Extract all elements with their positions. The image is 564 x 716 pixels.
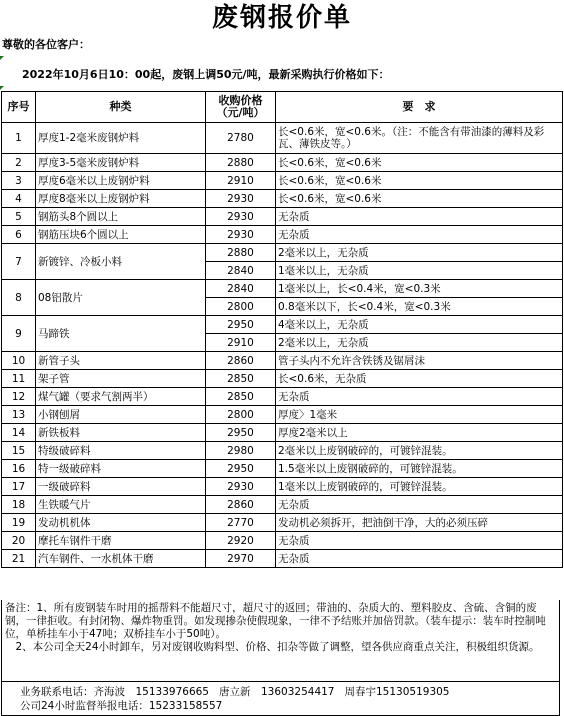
table-row [2,514,563,532]
row-requirement: 1.5毫米以上废钢破碎的，可镀锌混装。 [276,460,563,478]
row-number: 6 [2,226,36,244]
table-row [2,550,563,568]
row-number: 2 [2,154,36,172]
row-type: 生铁暖气片 [36,496,206,514]
row-type: 汽车钢件、一水机体干磨 [36,550,206,568]
row-type: 特级破碎料 [36,442,206,460]
row-type: 08铝散片 [36,280,206,316]
contact-info [1,682,560,716]
row-requirement: 无杂质 [276,388,563,406]
row-type: 小钢刨屑 [36,406,206,424]
header-price-label: 收购价格 [218,94,263,107]
table-header [2,92,563,123]
header-type: 种类 [36,92,206,123]
row-price: 2880 [206,244,276,262]
row-requirement: 长<0.6米，宽<0.6米。（注：不能含有带油漆的薄料及彩瓦、薄铁皮等。） [276,123,563,154]
row-price: 2880 [206,154,276,172]
row-price: 2950 [206,424,276,442]
row-requirement: 厚度2毫米以上 [276,424,563,442]
row-price: 2950 [206,316,276,334]
table-row [2,208,563,226]
header-price-unit: （元/吨） [216,106,265,119]
table-row [2,316,563,334]
row-number: 5 [2,208,36,226]
row-price: 2910 [206,172,276,190]
row-price: 2780 [206,123,276,154]
row-price: 2860 [206,352,276,370]
row-type: 新镀锌、冷板小料 [36,244,206,280]
row-price: 2970 [206,550,276,568]
row-number: 11 [2,370,36,388]
row-number: 17 [2,478,36,496]
row-price: 2930 [206,208,276,226]
table-row [2,190,563,208]
row-requirement: 无杂质 [276,226,563,244]
row-requirement: 0.8毫米以下，长<0.4米，宽<0.3米 [276,298,563,316]
row-price: 2930 [206,226,276,244]
row-number: 4 [2,190,36,208]
row-requirement: 长<0.6米，无杂质 [276,370,563,388]
row-requirement: 1毫米以上，无杂质 [276,262,563,280]
remark-2: 2、本公司全天24小时卸车，另对废钢收购料型、价格、扣杂等做了调整，望各供应商重点关注，积极组织货源。 [5,641,540,653]
row-number: 19 [2,514,36,532]
row-number: 15 [2,442,36,460]
row-price: 2920 [206,532,276,550]
row-number: 18 [2,496,36,514]
row-type: 新管子头 [36,352,206,370]
row-type: 厚度3-5毫米废钢炉料 [36,154,206,172]
row-requirement: 2毫米以上废钢破碎的，可镀锌混装。 [276,442,563,460]
row-requirement: 无杂质 [276,208,563,226]
table-row [2,226,563,244]
row-type: 发动机机体 [36,514,206,532]
row-number: 21 [2,550,36,568]
row-price: 2800 [206,406,276,424]
row-requirement: 长<0.6米，宽<0.6米 [276,154,563,172]
page-title: 废钢报价单 [211,3,352,33]
row-number: 1 [2,123,36,154]
row-type: 钢筋头8个圆以上 [36,208,206,226]
row-requirement: 长<0.6米，宽<0.6米 [276,172,563,190]
row-requirement: 长<0.6米，宽<0.6米 [276,190,563,208]
row-type: 马蹄铁 [36,316,206,352]
row-type: 一级破碎料 [36,478,206,496]
remark-1: 备注：1、所有废钢装车时用的摇帮料不能超尺寸，超尺寸的返回；带油的、杂质大的、塑料胶皮、含硫、含铜的废钢，一律拒收。有封闭物、爆炸物重罚。如发现掺杂使假现象，一律不予结账并加倍罚款。（装车提示：装车时控制吨位，单桥挂车小于47吨；双桥挂车小于50吨）。 [5,602,546,640]
row-type: 厚度6毫米以上废钢炉料 [36,172,206,190]
row-number: 12 [2,388,36,406]
cell-marker-icon [0,56,4,60]
table-row [2,352,563,370]
row-type: 摩托车钢件干磨 [36,532,206,550]
row-number: 3 [2,172,36,190]
table-row [2,172,563,190]
row-requirement: 发动机必须拆开，把油倒干净，大的必须压碎 [276,514,563,532]
row-number: 20 [2,532,36,550]
contact-person-3: 周春宇15130519305 [344,686,450,698]
contact-label: 业务联系电话： [20,686,94,698]
row-price: 2860 [206,496,276,514]
row-requirement: 无杂质 [276,496,563,514]
row-requirement: 管子头内不允许含铁锈及锯屑沫 [276,352,563,370]
row-type: 煤气罐（要求气割两半） [36,388,206,406]
row-price: 2770 [206,514,276,532]
row-price: 2850 [206,388,276,406]
table-row [2,496,563,514]
table-row [2,406,563,424]
row-price: 2980 [206,442,276,460]
table-row [2,123,563,154]
row-price: 2910 [206,334,276,352]
table-row [2,442,563,460]
row-price: 2930 [206,478,276,496]
row-price: 2800 [206,298,276,316]
row-type: 厚度1-2毫米废钢炉料 [36,123,206,154]
row-number: 9 [2,316,36,352]
price-notice: 2022年10月6日10：00起，废钢上调50元/吨，最新采购执行价格如下： [22,68,390,81]
table-row [2,424,563,442]
row-price: 2930 [206,190,276,208]
row-price: 2840 [206,280,276,298]
contact-person-1: 齐海波 15133976665 [93,686,209,698]
contact-person-2: 唐立新 13603254417 [219,686,335,698]
row-requirement: 1毫米以上废钢破碎的，可镀锌混装。 [276,478,563,496]
row-number: 7 [2,244,36,280]
row-type: 特一级破碎料 [36,460,206,478]
row-requirement: 无杂质 [276,550,563,568]
supervise-hotline: 公司24小时监督举报电话：15233158557 [20,700,223,712]
row-number: 14 [2,424,36,442]
header-no: 序号 [2,92,36,123]
header-price [206,92,276,123]
row-number: 13 [2,406,36,424]
table-row [2,154,563,172]
table-row [2,244,563,262]
table-row [2,478,563,496]
row-type: 钢筋压块6个圆以上 [36,226,206,244]
table-row [2,388,563,406]
row-number: 8 [2,280,36,316]
row-requirement: 厚度〉1毫米 [276,406,563,424]
row-requirement: 1毫米以上，长<0.4米，宽<0.3米 [276,280,563,298]
row-requirement: 无杂质 [276,532,563,550]
row-price: 2850 [206,370,276,388]
price-table [1,91,563,568]
remarks [1,600,560,682]
row-requirement: 4毫米以上，无杂质 [276,316,563,334]
row-number: 16 [2,460,36,478]
row-number: 10 [2,352,36,370]
greeting: 尊敬的各位客户： [2,38,90,51]
contact-line [20,685,559,699]
row-type: 厚度8毫米以上废钢炉料 [36,190,206,208]
table-row [2,370,563,388]
table-row [2,460,563,478]
row-type: 架子管 [36,370,206,388]
cell-marker-icon [0,86,4,90]
row-price: 2840 [206,262,276,280]
row-price: 2950 [206,460,276,478]
row-requirement: 2毫米以上，无杂质 [276,244,563,262]
table-row [2,280,563,298]
table-row [2,532,563,550]
row-type: 新铁板料 [36,424,206,442]
row-requirement: 2毫米以上，无杂质 [276,334,563,352]
header-requirement: 要 求 [276,92,563,123]
